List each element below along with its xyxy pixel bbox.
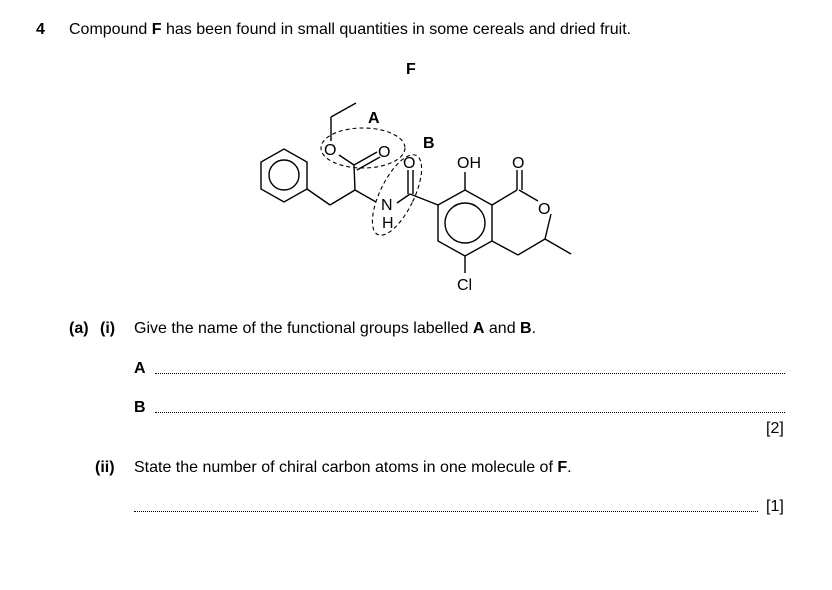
part-a-ii-label: (ii) (95, 459, 115, 476)
atom-cl: Cl (457, 277, 473, 294)
intro-compound: F (151, 21, 162, 38)
atom-oh: OH (457, 155, 481, 172)
atom-h: H (382, 215, 394, 232)
marks-a-ii: [1] (766, 498, 784, 515)
group-b-ellipse (362, 148, 431, 242)
part-a-label: (a) (69, 320, 89, 337)
part-a-ii-prompt (134, 459, 572, 477)
atom-o-ring: O (538, 201, 551, 218)
highlight-circles (321, 128, 432, 242)
prompt-text-and: and (484, 320, 521, 337)
intro-text-pre: Compound (69, 21, 152, 38)
benzene-inner-circle (269, 160, 299, 190)
answer-a-label: A (134, 360, 146, 377)
aromatic-ring (438, 190, 492, 256)
part-a-i-prompt (134, 320, 536, 338)
answer-b-label: B (134, 399, 146, 416)
atom-labels (324, 110, 550, 294)
prompt-text-end: . (531, 320, 537, 337)
prompt-ii-text-pre: State the number of chiral carbon atoms in one molecule of (134, 459, 558, 476)
answer-a-line[interactable] (155, 373, 785, 374)
atom-o-ester-carbonyl: O (378, 144, 391, 161)
marks-a-i: [2] (766, 420, 784, 437)
prompt-ii-compound: F (557, 459, 568, 476)
structure-title: F (406, 61, 416, 78)
atom-o-ester: O (324, 142, 337, 159)
answer-b-line[interactable] (155, 412, 785, 413)
question-number: 4 (36, 21, 45, 38)
prompt-text-pre: Give the name of the functional groups labelled (134, 320, 473, 337)
atom-n: N (381, 197, 393, 214)
bonds (261, 103, 571, 273)
atom-o-lactone-carbonyl: O (512, 155, 525, 172)
label-a: A (368, 110, 380, 127)
atom-o-amide: O (403, 155, 416, 172)
benzene-ring (261, 149, 307, 202)
aromatic-inner-circle (445, 203, 485, 243)
prompt-ii-text-end: . (567, 459, 572, 476)
part-a-i-label: (i) (100, 320, 116, 337)
prompt-group-b: B (520, 320, 532, 337)
intro-text-post: has been found in small quantities in some cereals and dried fruit. (161, 21, 632, 38)
label-b: B (423, 135, 435, 152)
prompt-group-a: A (472, 320, 485, 337)
answer-ii-line[interactable] (134, 511, 758, 512)
